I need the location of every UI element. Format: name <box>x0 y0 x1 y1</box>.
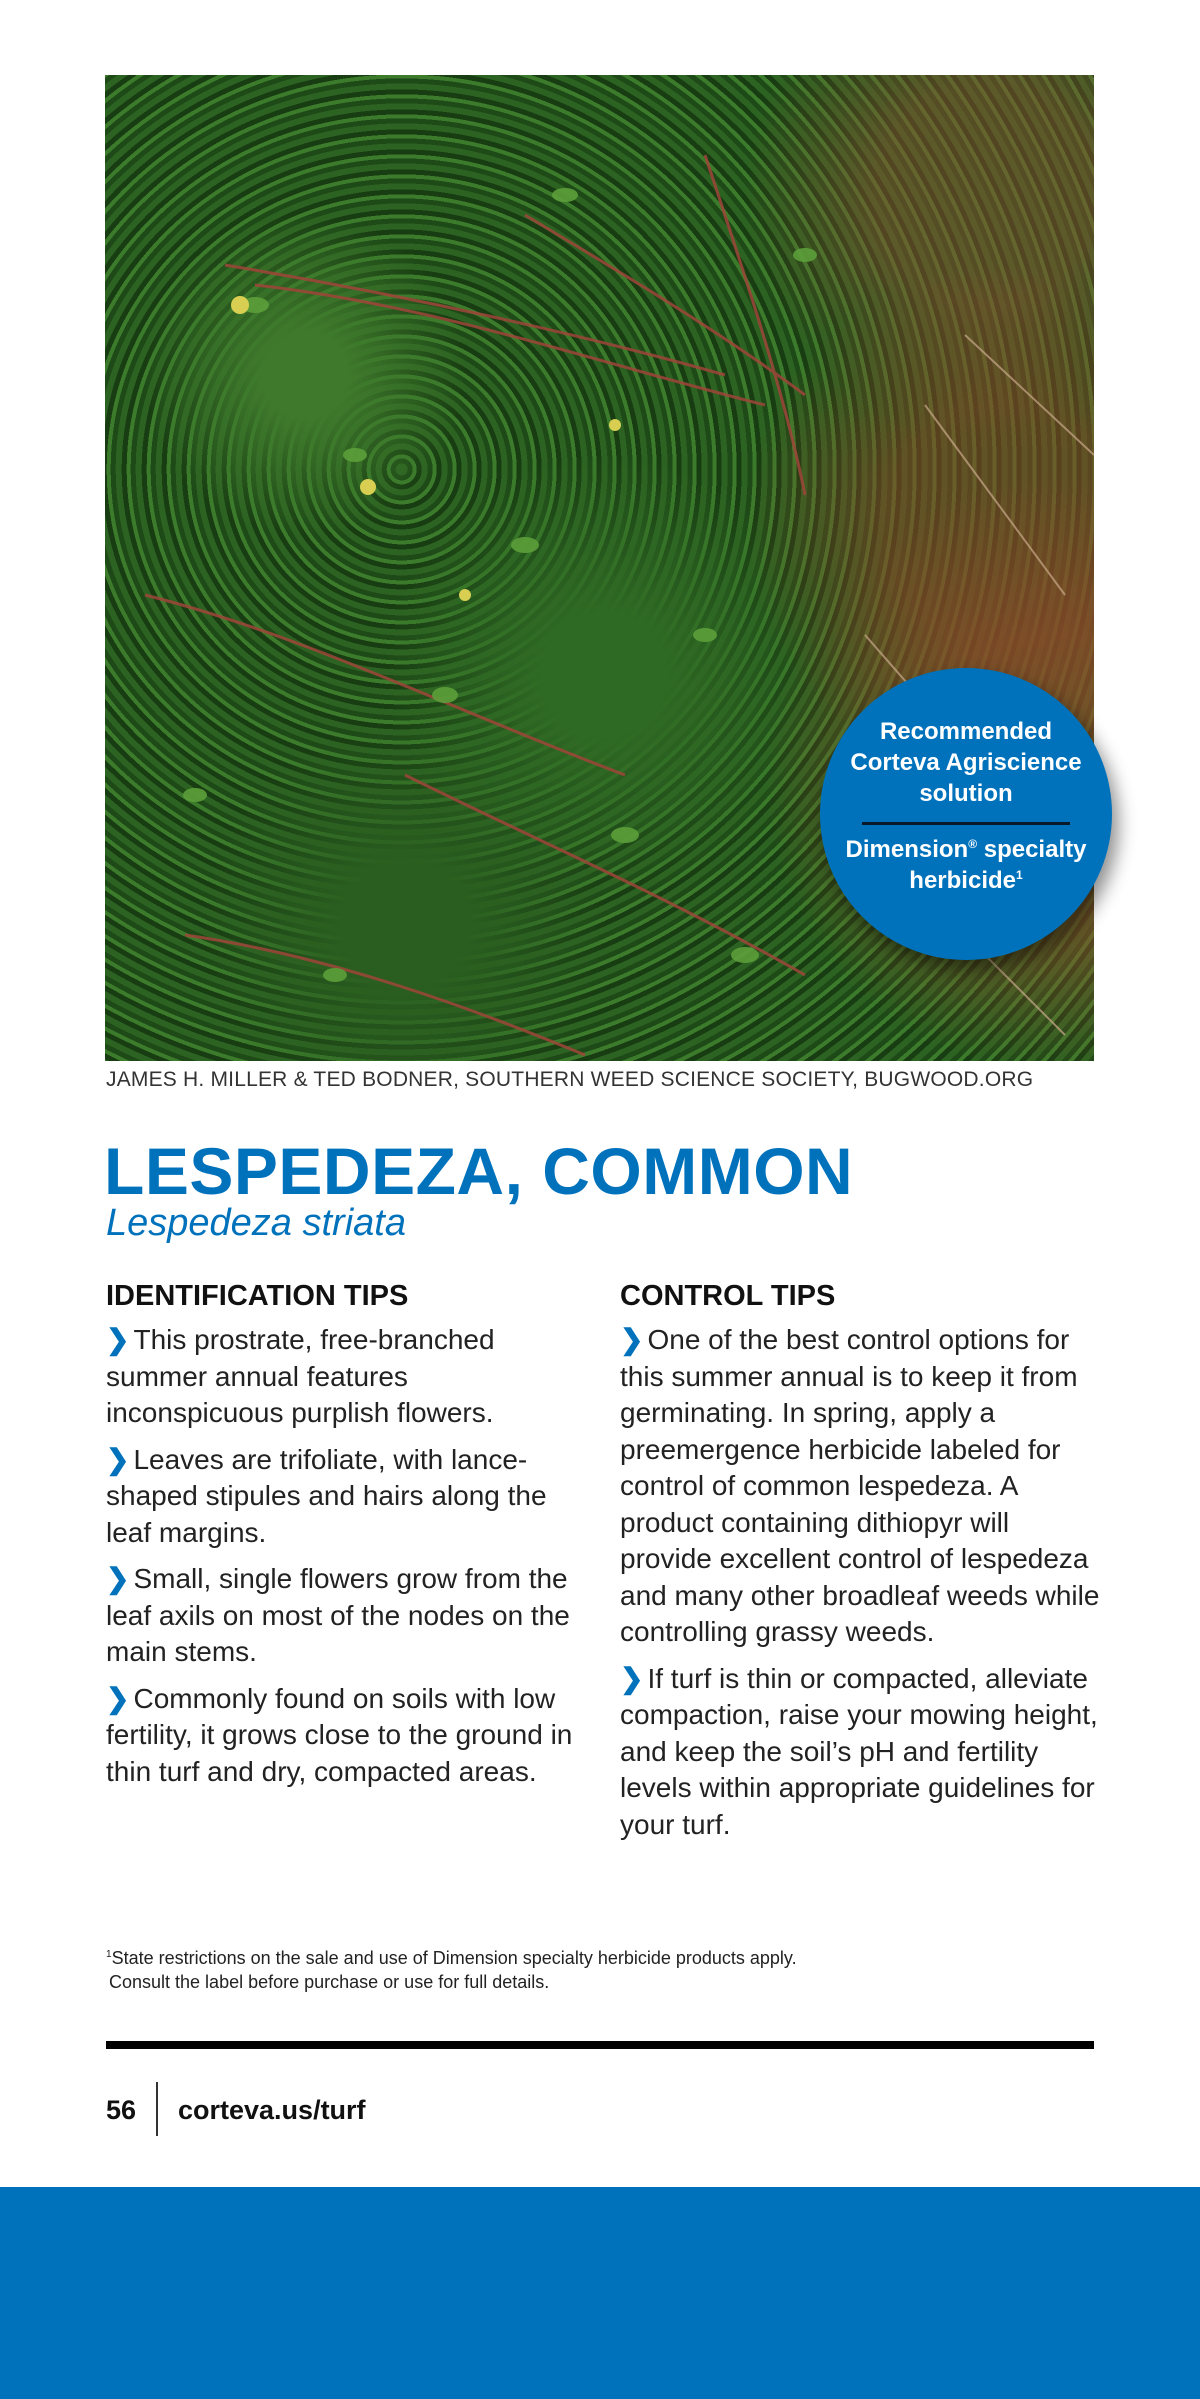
footnote <box>106 1946 797 1994</box>
footnote-mark: 1 <box>1016 868 1023 882</box>
tip-text: Small, single flowers grow from the leaf axils on most of the nodes on the main stems. <box>106 1563 570 1667</box>
badge-heading <box>830 716 1102 809</box>
product-name-suffix: specialty <box>977 836 1087 863</box>
identification-tips-section <box>106 1276 586 1800</box>
tip-text: If turf is thin or compacted, alleviate compaction, raise your mowing height, and keep the soil’s pH and fertility levels within appropriate guidelines for your turf. <box>620 1662 1098 1840</box>
tip-text: Leaves are trifoliate, with lance-shaped stipules and hairs along the leaf margins. <box>106 1443 547 1548</box>
identification-tip <box>106 1442 586 1552</box>
chevron-right-icon: ❯ <box>106 1324 130 1355</box>
product-type: herbicide <box>909 867 1016 894</box>
latin-name: Lespedeza striata <box>106 1202 406 1244</box>
product-name: Dimension <box>845 836 969 863</box>
footer-divider <box>106 2041 1094 2049</box>
badge-line: Corteva Agriscience <box>850 749 1082 776</box>
recommended-solution-badge <box>820 668 1112 960</box>
page-number: 56 <box>106 2095 137 2125</box>
identification-tip <box>106 1561 586 1671</box>
registered-mark: ® <box>968 837 978 851</box>
page-title: LESPEDEZA, COMMON <box>104 1134 854 1208</box>
chevron-right-icon: ❯ <box>106 1563 130 1594</box>
footer-separator <box>156 2082 158 2136</box>
control-tip <box>620 1661 1100 1844</box>
photo-credit: JAMES H. MILLER & TED BODNER, SOUTHERN WEED SCIENCE SOCIETY, BUGWOOD.ORG <box>106 1068 1034 1091</box>
footnote-mark: 1 <box>106 1949 112 1960</box>
tip-text: One of the best control options for this summer annual is to keep it from germinating. In spring, apply a preemergence herbicide labeled for control of common lespedeza. A product containing dithiopyr will provide excellent control of lespedeza and many other broadleaf weeds while controlling grassy weeds. <box>620 1324 1100 1647</box>
control-heading: CONTROL TIPS <box>620 1280 836 1312</box>
footnote-text: Consult the label before purchase or use for full details. <box>109 1972 550 1992</box>
chevron-right-icon: ❯ <box>106 1443 130 1475</box>
website-link[interactable]: corteva.us/turf <box>178 2095 366 2125</box>
control-tip <box>620 1322 1100 1651</box>
bottom-color-band <box>0 2187 1200 2399</box>
badge-product <box>830 834 1102 896</box>
identification-tip <box>106 1681 586 1791</box>
badge-line: Recommended <box>879 718 1053 745</box>
identification-heading: IDENTIFICATION TIPS <box>106 1280 409 1312</box>
badge-divider <box>862 822 1070 825</box>
tip-text: Commonly found on soils with low fertility, it grows close to the ground in thin turf and dry, compacted areas. <box>106 1682 573 1787</box>
identification-tip <box>106 1322 586 1432</box>
chevron-right-icon: ❯ <box>620 1662 644 1694</box>
chevron-right-icon: ❯ <box>620 1324 644 1355</box>
footnote-text: State restrictions on the sale and use of Dimension specialty herbicide products apply. <box>111 1948 797 1968</box>
control-tips-section <box>620 1276 1100 1853</box>
chevron-right-icon: ❯ <box>106 1682 130 1714</box>
badge-line: solution <box>919 780 1013 807</box>
tip-text: This prostrate, free-branched summer annual features inconspicuous purplish flowers. <box>106 1324 495 1428</box>
